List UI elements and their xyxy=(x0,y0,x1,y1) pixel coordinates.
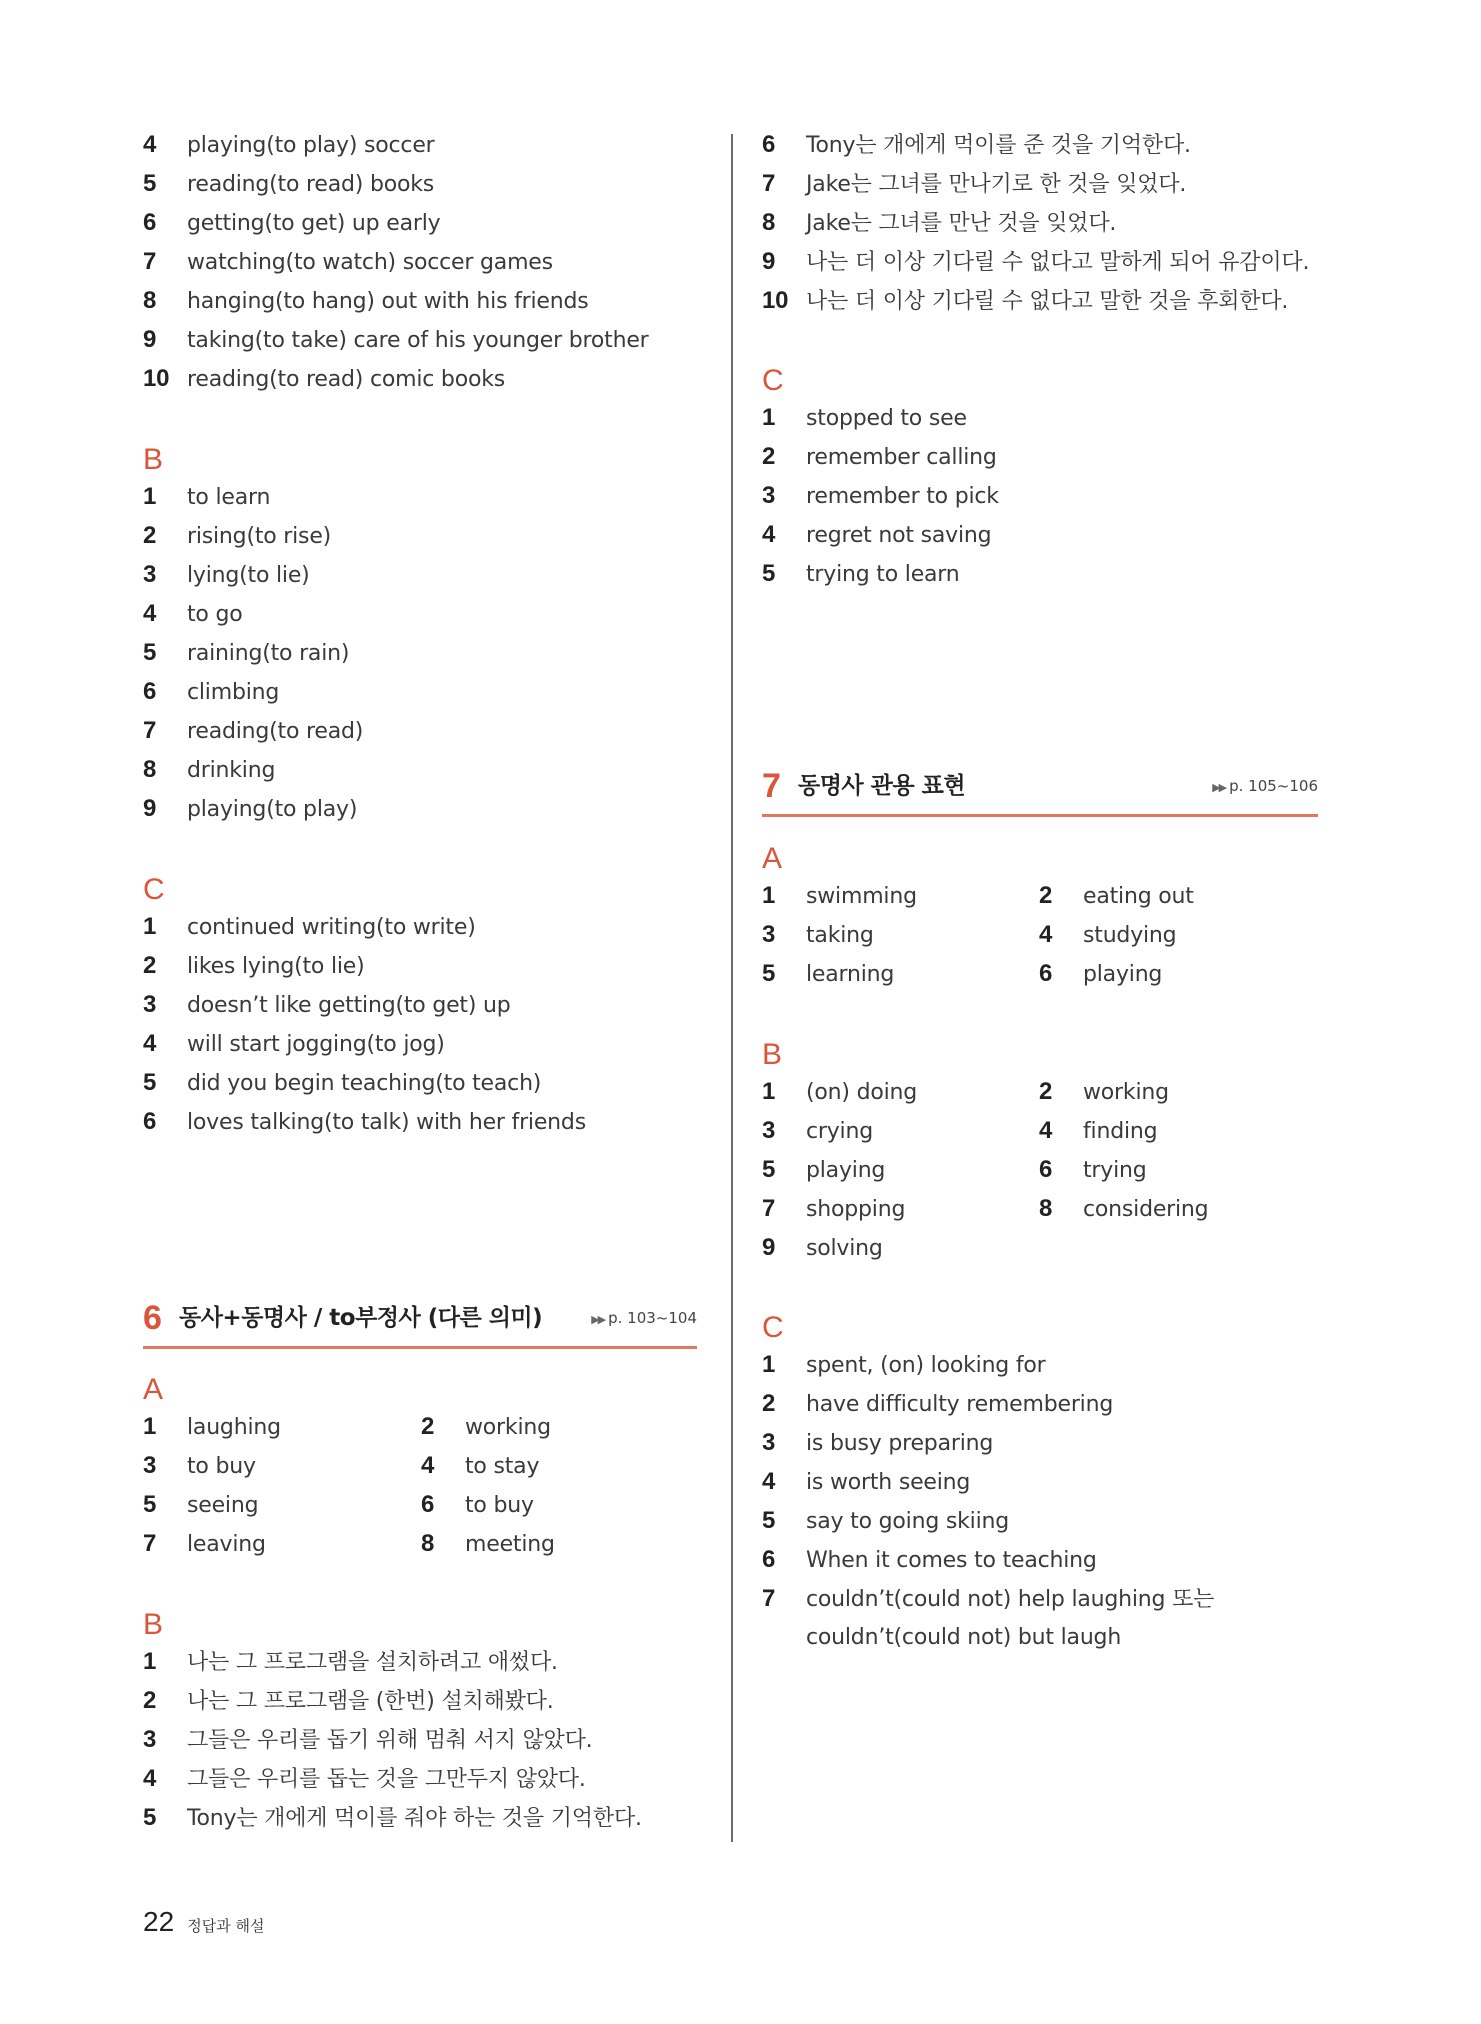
item-number: 5 xyxy=(762,560,776,587)
item-text: trying to learn xyxy=(806,562,960,587)
answer-item xyxy=(143,1412,281,1442)
answer-item xyxy=(143,482,270,512)
item-number: 7 xyxy=(762,1585,776,1612)
item-number: 2 xyxy=(143,952,157,979)
answer-item xyxy=(143,1725,592,1755)
item-text: doesn’t like getting(to get) up xyxy=(187,993,511,1018)
item-number: 6 xyxy=(421,1491,435,1518)
answer-item xyxy=(143,1686,554,1716)
item-number: 2 xyxy=(143,522,157,549)
answer-item xyxy=(762,1350,1046,1380)
answer-item xyxy=(762,1545,1097,1575)
page-number: 22 xyxy=(143,1906,175,1937)
item-text: considering xyxy=(1083,1197,1209,1222)
item-text: is worth seeing xyxy=(806,1470,971,1495)
answer-item xyxy=(143,325,649,355)
item-text: watching(to watch) soccer games xyxy=(187,250,553,275)
item-number: 1 xyxy=(762,882,776,909)
answer-item xyxy=(143,1068,541,1098)
answer-item xyxy=(762,130,1191,160)
answer-item xyxy=(762,1389,1113,1419)
item-text: leaving xyxy=(187,1532,266,1557)
item-number: 7 xyxy=(143,717,157,744)
item-number: 4 xyxy=(143,1765,157,1792)
part-letter-b: B xyxy=(762,1038,783,1071)
section-number: 7 xyxy=(762,767,781,805)
item-number: 2 xyxy=(1039,882,1053,909)
answer-item xyxy=(762,169,1186,199)
item-number: 5 xyxy=(143,1804,157,1831)
answer-item xyxy=(143,755,275,785)
answer-item xyxy=(762,1428,993,1458)
answer-item xyxy=(762,1467,970,1497)
item-number: 7 xyxy=(143,1530,157,1557)
answer-item xyxy=(1039,1077,1169,1107)
answer-item xyxy=(143,990,511,1020)
item-text: have difficulty remembering xyxy=(806,1392,1114,1417)
answer-item xyxy=(762,1584,1214,1614)
answer-item xyxy=(421,1490,534,1520)
section-6-header xyxy=(143,1296,697,1349)
item-number: 4 xyxy=(1039,1117,1053,1144)
answer-item xyxy=(762,403,967,433)
item-number: 10 xyxy=(762,287,789,314)
answer-item xyxy=(143,1490,258,1520)
item-number: 3 xyxy=(143,1452,157,1479)
answer-item xyxy=(1039,1116,1157,1146)
answer-item xyxy=(1039,920,1176,950)
section-title: 동사+동명사 / to부정사 (다른 의미) xyxy=(179,1305,543,1331)
part-letter-b: B xyxy=(143,443,164,476)
item-number: 7 xyxy=(762,170,776,197)
item-text: 나는 더 이상 기다릴 수 없다고 말한 것을 후회한다. xyxy=(806,289,1289,314)
item-number: 6 xyxy=(762,131,776,158)
item-number: 5 xyxy=(143,1491,157,1518)
item-number: 6 xyxy=(762,1546,776,1573)
item-text: rising(to rise) xyxy=(187,524,332,549)
item-number: 1 xyxy=(762,1351,776,1378)
answer-item xyxy=(143,1647,558,1677)
item-text: Tony는 개에게 먹이를 준 것을 기억한다. xyxy=(806,133,1191,158)
item-text: climbing xyxy=(187,680,280,705)
item-text: finding xyxy=(1083,1119,1158,1144)
answer-item xyxy=(762,442,997,472)
item-number: 5 xyxy=(762,960,776,987)
item-number: 1 xyxy=(762,404,776,431)
answer-item xyxy=(143,1803,642,1833)
item-number: 5 xyxy=(143,170,157,197)
answer-item xyxy=(762,1233,883,1263)
answer-item xyxy=(762,1506,1009,1536)
answer-item xyxy=(762,881,917,911)
item-number: 1 xyxy=(143,483,157,510)
item-text: playing(to play) soccer xyxy=(187,133,435,158)
answer-item xyxy=(143,794,357,824)
page-reference xyxy=(591,1306,697,1332)
answer-item xyxy=(421,1451,539,1481)
answer-item xyxy=(762,559,960,589)
item-text: to buy xyxy=(187,1454,256,1479)
item-number: 5 xyxy=(762,1507,776,1534)
column-divider xyxy=(731,134,733,1842)
section-7-header xyxy=(762,764,1318,817)
item-number: 6 xyxy=(143,1108,157,1135)
item-number: 4 xyxy=(762,1468,776,1495)
item-text: reading(to read) xyxy=(187,719,364,744)
answer-item xyxy=(762,208,1116,238)
answer-item xyxy=(143,638,349,668)
item-text: reading(to read) books xyxy=(187,172,435,197)
item-number: 1 xyxy=(143,1648,157,1675)
item-text: remember to pick xyxy=(806,484,999,509)
item-number: 4 xyxy=(421,1452,435,1479)
section-number: 6 xyxy=(143,1299,162,1337)
item-number: 2 xyxy=(143,1687,157,1714)
item-text: working xyxy=(1083,1080,1169,1105)
item-text: regret not saving xyxy=(806,523,992,548)
item-number: 3 xyxy=(143,561,157,588)
item-number: 3 xyxy=(762,921,776,948)
item-text: couldn’t(could not) but laugh xyxy=(806,1625,1122,1650)
item-text: learning xyxy=(806,962,895,987)
answer-item xyxy=(143,1764,586,1794)
answer-item xyxy=(762,920,874,950)
item-text: crying xyxy=(806,1119,873,1144)
page-reference-text: p. 103~104 xyxy=(608,1309,697,1327)
item-text: loves talking(to talk) with her friends xyxy=(187,1110,586,1135)
footer-label: 정답과 해설 xyxy=(187,1917,265,1935)
answer-item xyxy=(1039,959,1162,989)
item-text: getting(to get) up early xyxy=(187,211,441,236)
item-number: 4 xyxy=(143,1030,157,1057)
item-text: playing(to play) xyxy=(187,797,358,822)
item-number: 3 xyxy=(762,1117,776,1144)
item-number: 3 xyxy=(143,1726,157,1753)
item-number: 5 xyxy=(762,1156,776,1183)
answer-item xyxy=(143,208,440,238)
answer-item xyxy=(143,521,331,551)
answer-item xyxy=(762,247,1309,277)
answer-item xyxy=(421,1529,555,1559)
item-number: 9 xyxy=(143,326,157,353)
page-reference-text: p. 105~106 xyxy=(1229,777,1318,795)
answer-item xyxy=(1039,1194,1208,1224)
item-number: 1 xyxy=(143,1413,157,1440)
item-text: is busy preparing xyxy=(806,1431,994,1456)
answer-item xyxy=(143,169,434,199)
item-number: 9 xyxy=(762,248,776,275)
item-number: 4 xyxy=(1039,921,1053,948)
item-text: to buy xyxy=(465,1493,534,1518)
item-number: 9 xyxy=(762,1234,776,1261)
answer-item xyxy=(143,1451,256,1481)
item-number: 7 xyxy=(762,1195,776,1222)
item-number: 4 xyxy=(143,600,157,627)
item-number: 3 xyxy=(143,991,157,1018)
answer-item xyxy=(143,912,476,942)
item-number: 6 xyxy=(143,209,157,236)
item-text: studying xyxy=(1083,923,1177,948)
item-text: likes lying(to lie) xyxy=(187,954,365,979)
part-letter-a: A xyxy=(143,1373,164,1406)
answer-item xyxy=(762,286,1288,316)
answer-item xyxy=(143,1107,586,1137)
item-text: will start jogging(to jog) xyxy=(187,1032,445,1057)
item-number: 6 xyxy=(1039,960,1053,987)
item-number: 8 xyxy=(143,287,157,314)
item-text: Jake는 그녀를 만난 것을 잊었다. xyxy=(806,211,1117,236)
item-text: did you begin teaching(to teach) xyxy=(187,1071,542,1096)
item-number: 9 xyxy=(143,795,157,822)
item-number: 8 xyxy=(143,756,157,783)
answer-item xyxy=(762,959,894,989)
item-text: spent, (on) looking for xyxy=(806,1353,1046,1378)
item-number: 6 xyxy=(143,678,157,705)
answer-item xyxy=(143,364,505,394)
item-text: raining(to rain) xyxy=(187,641,350,666)
item-text: continued writing(to write) xyxy=(187,915,476,940)
item-text: eating out xyxy=(1083,884,1194,909)
item-text: drinking xyxy=(187,758,276,783)
item-text: to stay xyxy=(465,1454,540,1479)
item-text: 나는 더 이상 기다릴 수 없다고 말하게 되어 유감이다. xyxy=(806,250,1310,275)
answer-item xyxy=(762,1077,917,1107)
item-text: 나는 그 프로그램을 설치하려고 애썼다. xyxy=(187,1650,558,1675)
answer-item xyxy=(143,677,279,707)
item-number: 7 xyxy=(143,248,157,275)
answer-item xyxy=(762,1155,885,1185)
item-number: 2 xyxy=(421,1413,435,1440)
answer-item xyxy=(143,716,363,746)
item-text: to learn xyxy=(187,485,271,510)
double-arrow-icon: ▶▶ xyxy=(1212,781,1226,794)
item-text: taking(to take) care of his younger brother xyxy=(187,328,649,353)
page-reference xyxy=(1212,774,1318,800)
item-text: couldn’t(could not) help laughing 또는 xyxy=(806,1587,1215,1612)
item-number: 3 xyxy=(762,1429,776,1456)
item-text: laughing xyxy=(187,1415,281,1440)
item-number: 3 xyxy=(762,482,776,509)
item-text: seeing xyxy=(187,1493,259,1518)
item-text: lying(to lie) xyxy=(187,563,310,588)
item-text: say to going skiing xyxy=(806,1509,1010,1534)
item-number: 4 xyxy=(762,521,776,548)
item-number: 2 xyxy=(1039,1078,1053,1105)
item-number: 6 xyxy=(1039,1156,1053,1183)
item-text: Tony는 개에게 먹이를 줘야 하는 것을 기억한다. xyxy=(187,1806,642,1831)
item-text: taking xyxy=(806,923,874,948)
item-text: hanging(to hang) out with his friends xyxy=(187,289,589,314)
answer-item xyxy=(762,1194,905,1224)
item-text: trying xyxy=(1083,1158,1147,1183)
item-text: 나는 그 프로그램을 (한번) 설치해봤다. xyxy=(187,1689,554,1714)
item-number: 2 xyxy=(762,443,776,470)
item-number: 5 xyxy=(143,1069,157,1096)
answer-item xyxy=(143,1029,445,1059)
item-text: stopped to see xyxy=(806,406,967,431)
answer-item xyxy=(143,130,435,160)
answer-item xyxy=(143,951,365,981)
item-text: playing xyxy=(1083,962,1163,987)
section-title: 동명사 관용 표현 xyxy=(798,773,966,799)
item-number: 4 xyxy=(143,131,157,158)
item-text: to go xyxy=(187,602,243,627)
item-text: working xyxy=(465,1415,551,1440)
item-text: When it comes to teaching xyxy=(806,1548,1097,1573)
part-letter-c: C xyxy=(143,873,165,906)
item-number: 5 xyxy=(143,639,157,666)
item-text: playing xyxy=(806,1158,886,1183)
item-text: remember calling xyxy=(806,445,997,470)
answer-item xyxy=(762,520,991,550)
item-number: 8 xyxy=(421,1530,435,1557)
answer-item xyxy=(1039,1155,1147,1185)
answer-item xyxy=(143,247,553,277)
item-text: meeting xyxy=(465,1532,555,1557)
item-text: 그들은 우리를 돕기 위해 멈춰 서지 않았다. xyxy=(187,1728,593,1753)
answer-item xyxy=(421,1412,551,1442)
item-text: shopping xyxy=(806,1197,906,1222)
part-letter-c: C xyxy=(762,1311,784,1344)
answer-item xyxy=(143,599,243,629)
answer-item xyxy=(762,1116,873,1146)
answer-item xyxy=(143,1529,266,1559)
answer-item xyxy=(143,286,589,316)
item-text: Jake는 그녀를 만나기로 한 것을 잊었다. xyxy=(806,172,1187,197)
item-text: swimming xyxy=(806,884,917,909)
answer-item xyxy=(762,481,999,511)
answer-item-continuation xyxy=(762,1623,1121,1653)
item-text: solving xyxy=(806,1236,883,1261)
part-letter-b: B xyxy=(143,1608,164,1641)
part-letter-c: C xyxy=(762,364,784,397)
page-footer xyxy=(143,1906,264,1942)
item-number: 10 xyxy=(143,365,170,392)
item-text: 그들은 우리를 돕는 것을 그만두지 않았다. xyxy=(187,1767,586,1792)
part-letter-a: A xyxy=(762,842,783,875)
item-number: 2 xyxy=(762,1390,776,1417)
answer-item xyxy=(1039,881,1194,911)
item-number: 1 xyxy=(143,913,157,940)
answer-item xyxy=(143,560,310,590)
item-number: 8 xyxy=(762,209,776,236)
item-text: reading(to read) comic books xyxy=(187,367,506,392)
double-arrow-icon: ▶▶ xyxy=(591,1313,605,1326)
item-text: (on) doing xyxy=(806,1080,918,1105)
item-number: 8 xyxy=(1039,1195,1053,1222)
item-number: 1 xyxy=(762,1078,776,1105)
